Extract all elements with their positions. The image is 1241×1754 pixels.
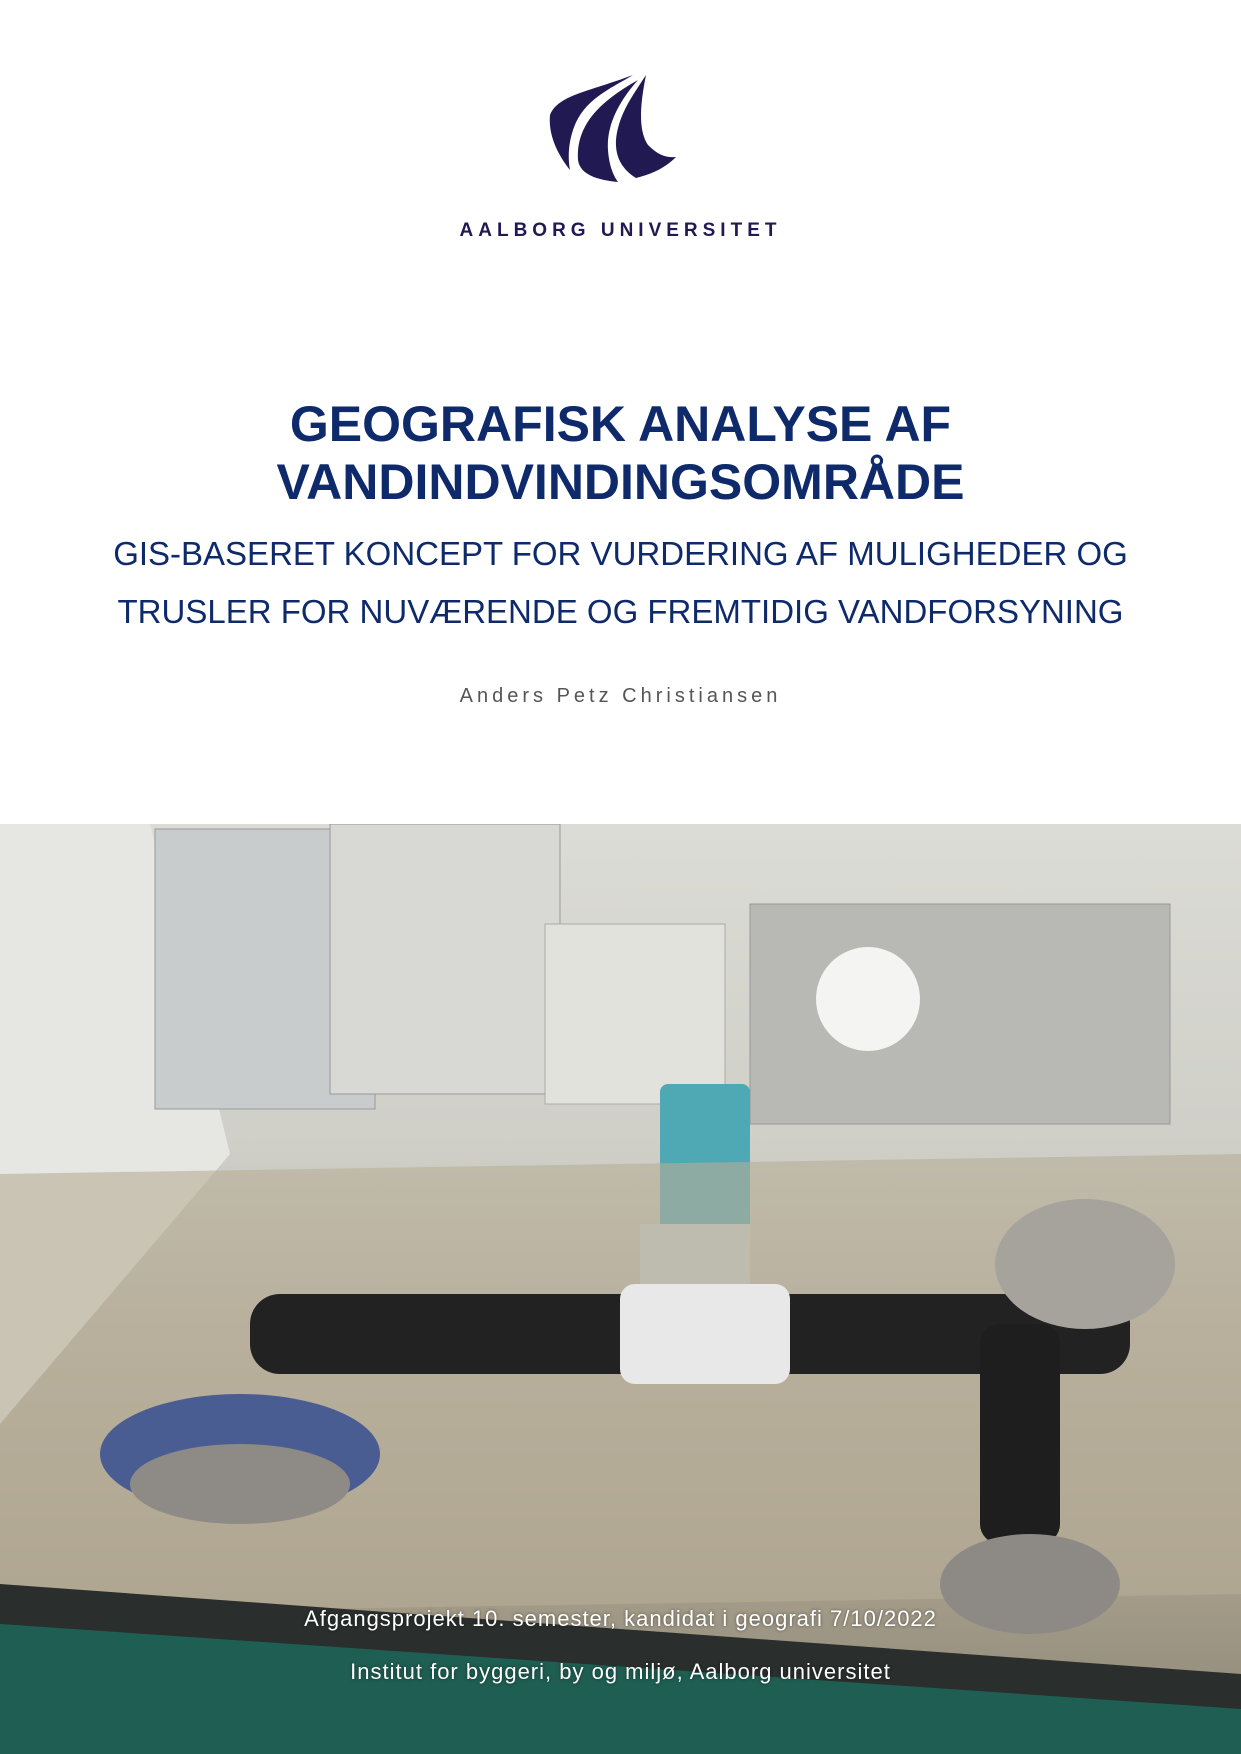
- author: Anders Petz Christiansen: [459, 685, 782, 707]
- university-name: AALBORG UNIVERSITET: [459, 220, 782, 241]
- subtitle: [0, 525, 1241, 641]
- cover-photo: [0, 824, 1241, 1754]
- footer-institute: Institut for byggeri, by og miljø, Aalborg universitet: [350, 1659, 891, 1684]
- title-line-2: VANDINDVINDINGSOMRÅDE: [276, 454, 965, 510]
- page-title: [0, 395, 1241, 511]
- subtitle-line-1: GIS-BASERET KONCEPT FOR VURDERING AF MULIGHEDER OG: [113, 535, 1128, 572]
- subtitle-line-2: TRUSLER FOR NUVÆRENDE OG FREMTIDIG VANDFORSYNING: [117, 593, 1124, 630]
- aalborg-university-logo-icon: [548, 70, 678, 185]
- title-line-1: GEOGRAFISK ANALYSE AF: [289, 396, 952, 452]
- footer-project-info: Afgangsprojekt 10. semester, kandidat i geografi 7/10/2022: [304, 1606, 937, 1631]
